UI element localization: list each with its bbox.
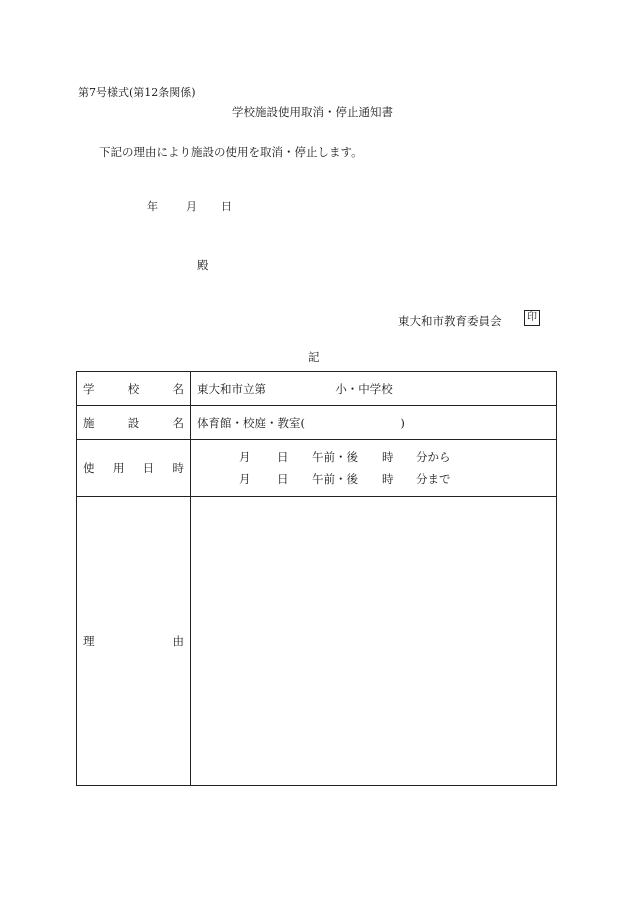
notice-form-table: [76, 371, 557, 786]
datetime-end-line: [239, 471, 556, 487]
end-minute: 分まで: [416, 472, 451, 486]
end-day: 日: [277, 472, 289, 486]
start-minute: 分から: [416, 450, 451, 464]
label-char: 学: [83, 381, 95, 396]
label-char: 時: [172, 461, 184, 475]
start-hour: 時: [382, 450, 394, 464]
school-row: [77, 372, 557, 406]
school-prefix: 東大和市立第: [197, 381, 266, 396]
datetime-start-line: [239, 449, 556, 465]
date-day-label: 日: [221, 200, 232, 213]
label-char: 名: [172, 381, 184, 396]
seal-icon: 印: [524, 310, 540, 326]
end-hour: 時: [382, 472, 394, 486]
intro-text: 下記の理由により施設の使用を取消・停止します。: [99, 145, 363, 159]
end-month: 月: [239, 472, 251, 486]
label-char: 使: [83, 461, 95, 475]
facility-row: [77, 406, 557, 440]
start-ampm: 午前・後: [312, 450, 358, 464]
reason-label: [77, 497, 191, 786]
label-char: 設: [127, 415, 140, 430]
label-char: 施: [83, 415, 95, 430]
label-char: 日: [142, 461, 155, 475]
datetime-value-cell[interactable]: [191, 440, 557, 497]
date-year-label: 年: [147, 200, 158, 213]
reason-row: [77, 497, 557, 786]
ki-heading: 記: [308, 350, 320, 364]
label-char: 名: [172, 415, 184, 430]
issuer-name: 東大和市教育委員会: [398, 314, 502, 328]
label-char: 理: [83, 634, 95, 648]
facility-label: [77, 406, 191, 440]
facility-options: 体育館・校庭・教室(: [197, 415, 305, 430]
school-label: [77, 372, 191, 406]
date-month-label: 月: [186, 200, 197, 213]
school-value-cell[interactable]: [191, 372, 557, 406]
end-ampm: 午前・後: [312, 472, 358, 486]
label-char: 用: [112, 461, 125, 475]
facility-close-paren: ): [400, 415, 405, 430]
start-day: 日: [277, 450, 289, 464]
reason-value-cell[interactable]: [191, 497, 557, 786]
facility-value-cell[interactable]: [191, 406, 557, 440]
datetime-row: [77, 440, 557, 497]
start-month: 月: [239, 450, 251, 464]
label-char: 由: [172, 634, 184, 648]
document-title: 学校施設使用取消・停止通知書: [232, 105, 393, 119]
addressee-suffix: 殿: [197, 258, 209, 272]
datetime-label: [77, 440, 191, 497]
label-char: 校: [127, 381, 140, 396]
form-number: 第7号様式(第12条関係): [78, 86, 196, 99]
school-suffix: 小・中学校: [335, 381, 393, 396]
